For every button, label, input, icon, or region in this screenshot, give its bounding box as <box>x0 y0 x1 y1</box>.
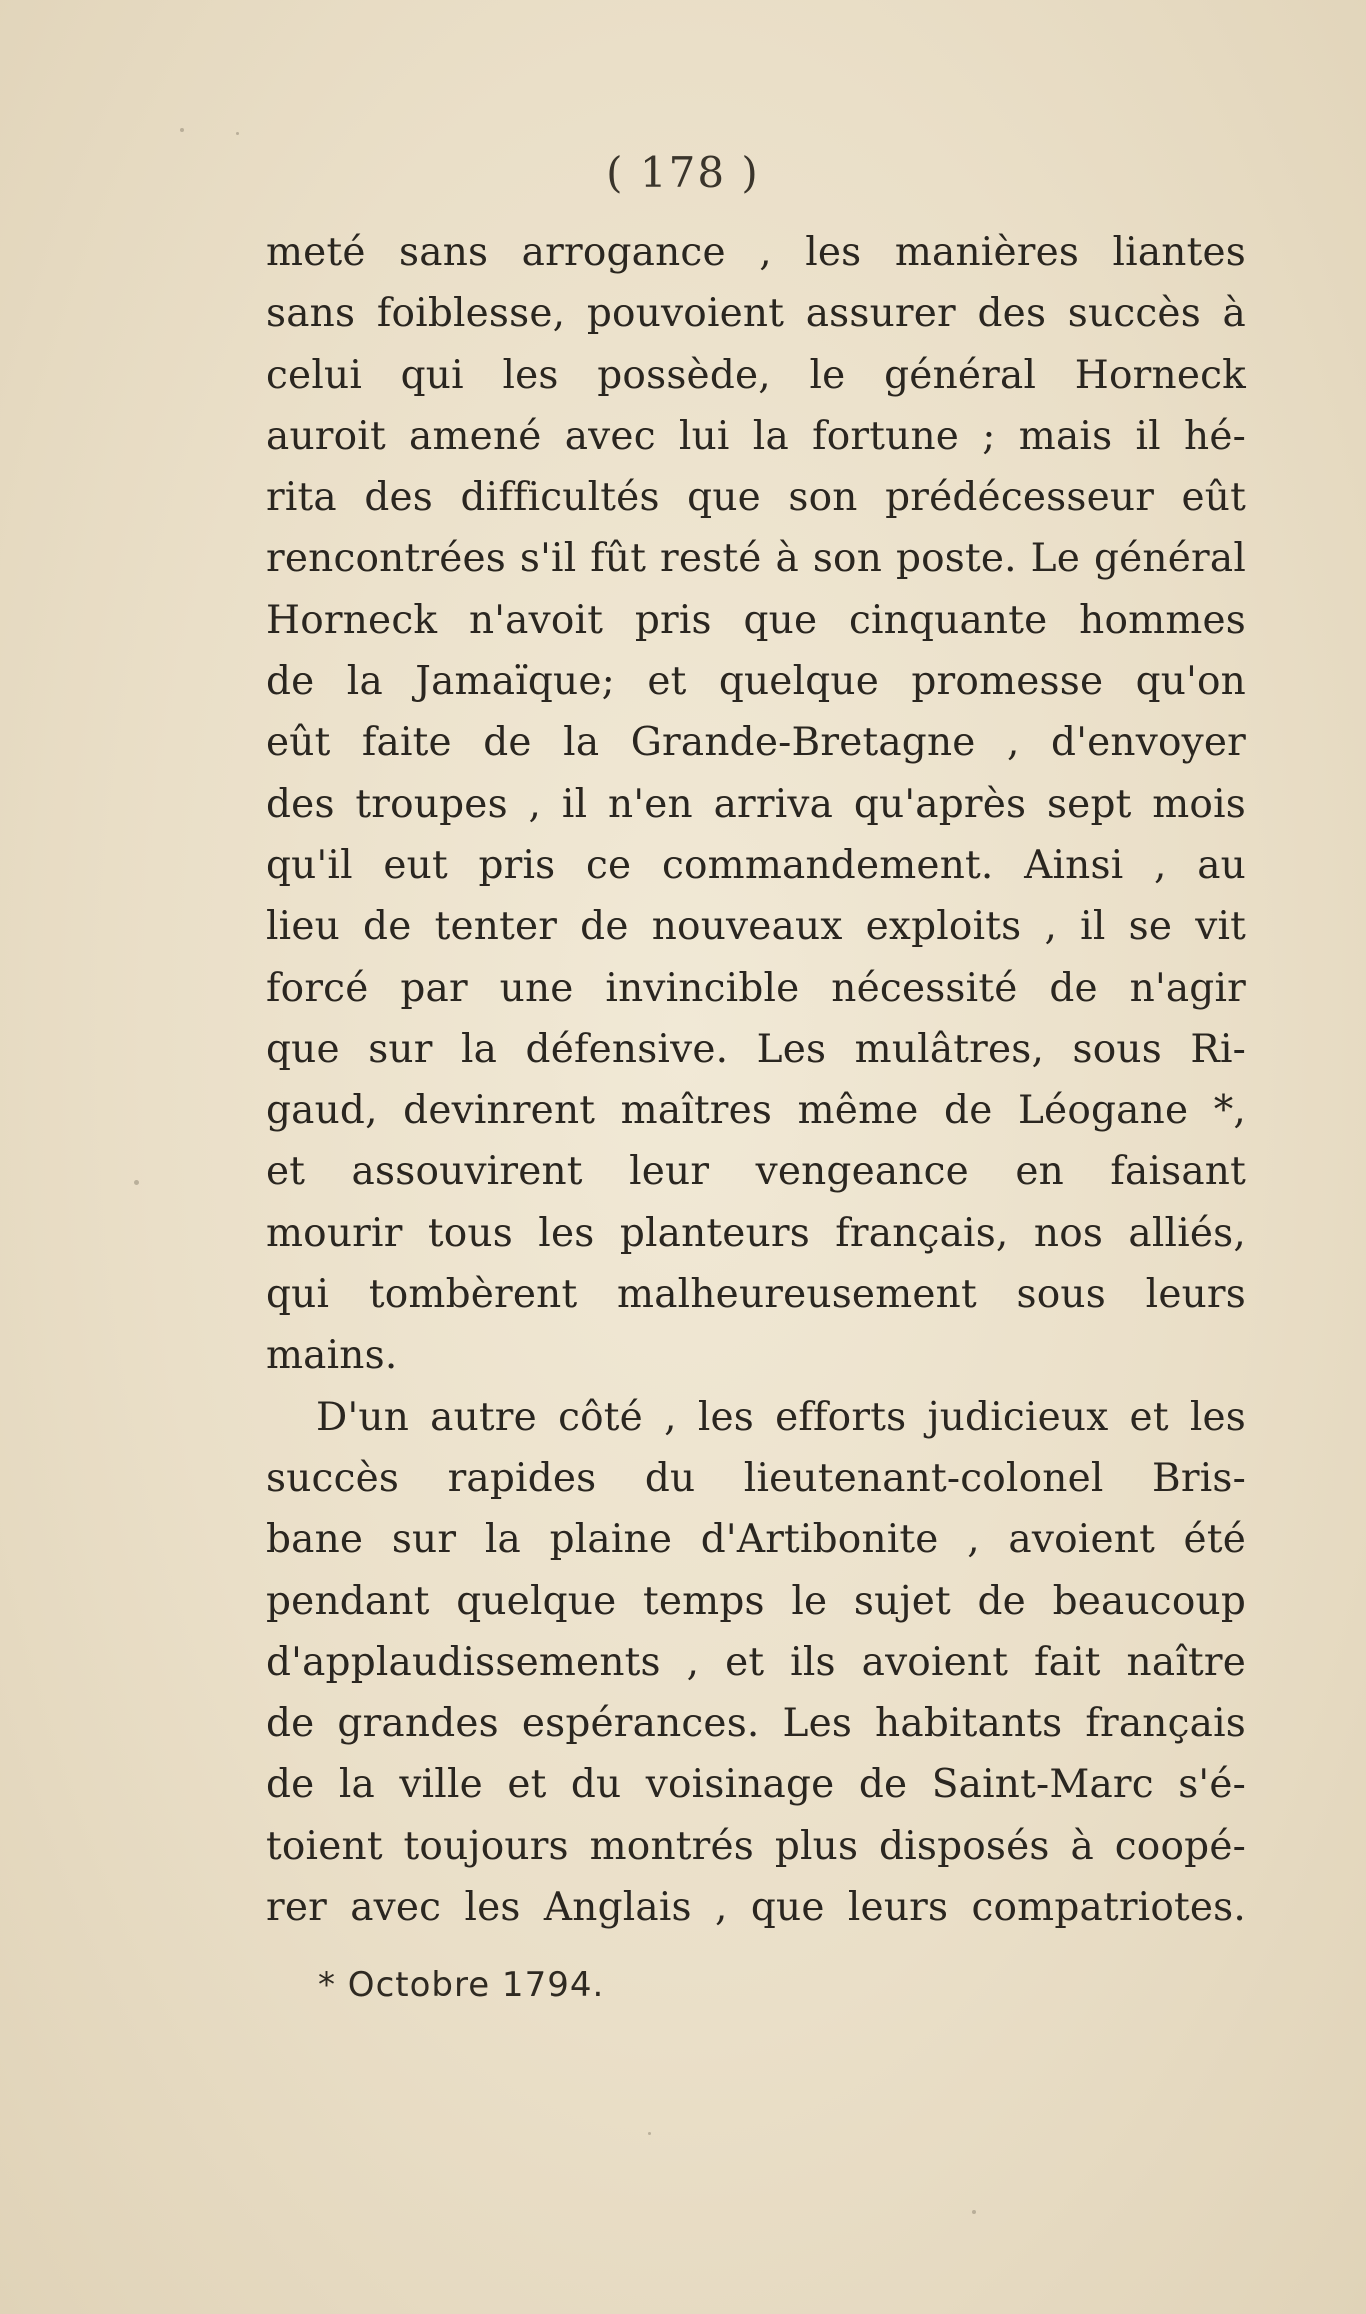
text-line-14: que sur la défensive. Les mulâtres, sous Ri- <box>266 1026 1246 1072</box>
text-line-17: mourir tous les planteurs français, nos alliés, <box>266 1210 1246 1256</box>
paper-speck <box>180 128 184 132</box>
text-line-10: des troupes , il n'en arriva qu'après sept mois <box>266 781 1246 827</box>
text-line-6: rencontrées s'il fût resté à son poste. Le général <box>266 536 1246 582</box>
text-line-24: d'applaudissements , et ils avoient fait naître <box>266 1639 1246 1685</box>
paper-speck <box>236 132 239 135</box>
text-line-20: D'un autre côté , les efforts judicieux et les <box>316 1394 1246 1440</box>
text-line-5: rita des difficultés que son prédécesseur eût <box>266 475 1246 521</box>
page-number: ( 178 ) <box>606 148 760 197</box>
text-line-8: de la Jamaïque; et quelque promesse qu'on <box>266 659 1246 705</box>
paper-speck <box>648 2132 651 2135</box>
paper-speck <box>134 1180 139 1185</box>
text-line-16: et assouvirent leur vengeance en faisant <box>266 1149 1246 1195</box>
text-line-21: succès rapides du lieutenant-colonel Bris- <box>266 1455 1246 1501</box>
body-text <box>266 222 1246 1938</box>
text-line-12: lieu de tenter de nouveaux exploits , il se vit <box>266 904 1246 950</box>
text-line-4: auroit amené avec lui la fortune ; mais il hé- <box>266 413 1246 459</box>
text-line-19: mains. <box>266 1333 398 1379</box>
text-line-15: gaud, devinrent maîtres même de Léogane *, <box>266 1088 1246 1134</box>
text-line-2: sans foiblesse, pouvoient assurer des succès à <box>266 291 1246 337</box>
text-line-23: pendant quelque temps le sujet de beaucoup <box>266 1578 1246 1624</box>
text-line-3: celui qui les possède, le général Horneck <box>266 352 1246 398</box>
paper-speck <box>972 2210 976 2214</box>
text-line-18: qui tombèrent malheureusement sous leurs <box>266 1272 1246 1318</box>
text-line-26: de la ville et du voisinage de Saint-Marc s'é- <box>266 1762 1246 1808</box>
text-line-27: toient toujours montrés plus disposés à coopé- <box>266 1823 1246 1869</box>
text-line-1: meté sans arrogance , les manières liantes <box>266 230 1246 275</box>
text-line-9: eût faite de la Grande-Bretagne , d'envoyer <box>266 720 1246 766</box>
text-line-13: forcé par une invincible nécessité de n'agir <box>266 965 1246 1011</box>
text-line-7: Horneck n'avoit pris que cinquante hommes <box>266 597 1246 643</box>
text-line-28: rer avec les Anglais , que leurs compatriotes. <box>266 1885 1246 1931</box>
text-line-11: qu'il eut pris ce commandement. Ainsi , au <box>266 842 1246 888</box>
text-line-25: de grandes espérances. Les habitants français <box>266 1701 1246 1747</box>
text-line-22: bane sur la plaine d'Artibonite , avoient été <box>266 1517 1246 1563</box>
footnote: * Octobre 1794. <box>318 1965 605 2005</box>
